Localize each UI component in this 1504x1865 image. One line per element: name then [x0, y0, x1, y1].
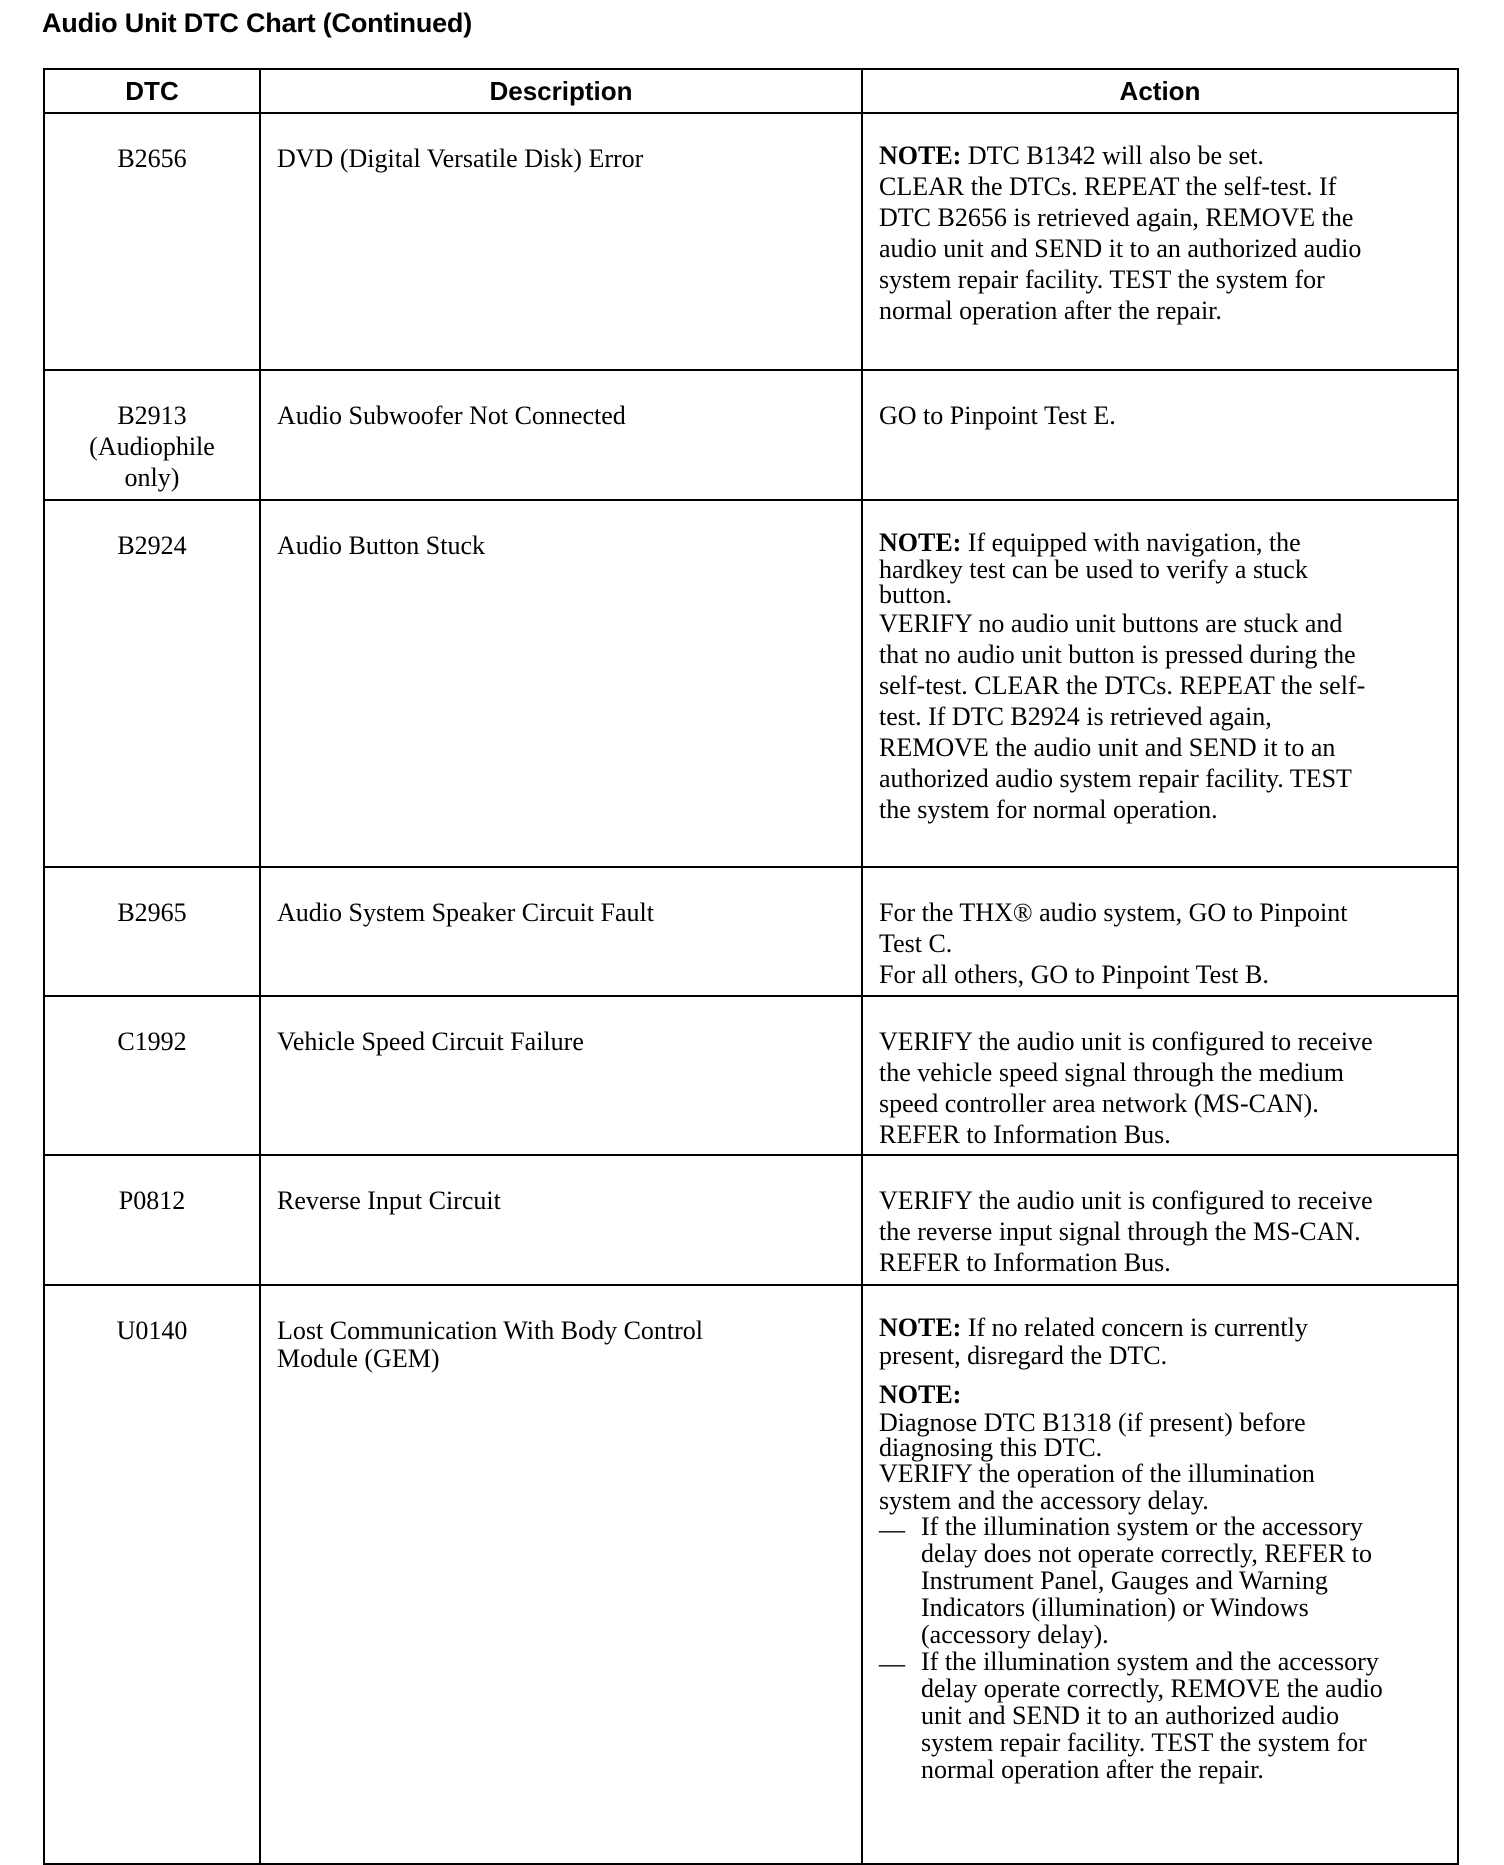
action-line: system repair facility. TEST the system for: [879, 265, 1325, 294]
action-line: VERIFY the audio unit is configured to receive: [879, 1186, 1373, 1215]
note-text: button.: [879, 580, 952, 609]
column-header-description: Description: [260, 69, 862, 113]
bullet-line: normal operation after the repair.: [921, 1755, 1264, 1784]
action-cell: [862, 867, 1458, 996]
description-text: Module (GEM): [277, 1344, 440, 1373]
column-header-action: Action: [862, 69, 1458, 113]
action-line: Diagnose DTC B1318 (if present) before: [879, 1408, 1306, 1437]
dtc-code: B2656: [117, 144, 187, 173]
action-line: REFER to Information Bus.: [879, 1248, 1171, 1277]
action-line: REMOVE the audio unit and SEND it to an: [879, 733, 1336, 762]
dtc-code: B2965: [117, 898, 187, 927]
dtc-qualifier: (Audiophile: [89, 432, 215, 461]
description-cell: [260, 996, 862, 1155]
description-text: Lost Communication With Body Control: [277, 1316, 704, 1345]
table-row: [44, 370, 1458, 500]
bullet-item: [879, 1648, 1441, 1783]
action-cell: [862, 996, 1458, 1155]
bullet-line: If the illumination system and the accessory: [921, 1647, 1379, 1676]
action-line: test. If DTC B2924 is retrieved again,: [879, 702, 1272, 731]
action-cell: [862, 113, 1458, 370]
table-row: [44, 113, 1458, 370]
dtc-qualifier: only): [124, 463, 180, 492]
dtc-cell: [44, 500, 260, 867]
dtc-cell: [44, 996, 260, 1155]
description-text: Reverse Input Circuit: [277, 1186, 501, 1215]
dtc-code: U0140: [116, 1316, 188, 1345]
action-cell: [862, 370, 1458, 500]
bullet-line: system repair facility. TEST the system for: [921, 1728, 1367, 1757]
dtc-cell: [44, 1155, 260, 1285]
note-label: NOTE:: [879, 1313, 962, 1342]
description-cell: [260, 867, 862, 996]
column-header-dtc: DTC: [44, 69, 260, 113]
note-label: [879, 1379, 1441, 1410]
note-label: NOTE:: [879, 1380, 962, 1409]
bullet-line: delay does not operate correctly, REFER to: [921, 1539, 1373, 1568]
action-line: self-test. CLEAR the DTCs. REPEAT the self-: [879, 671, 1366, 700]
note-text: present, disregard the DTC.: [879, 1341, 1168, 1370]
dtc-cell: [44, 1285, 260, 1864]
bullet-line: (accessory delay).: [921, 1620, 1109, 1649]
bullet-line: delay operate correctly, REMOVE the audio: [921, 1674, 1383, 1703]
action-line: the vehicle speed signal through the medium: [879, 1058, 1344, 1087]
description-text: DVD (Digital Versatile Disk) Error: [277, 144, 644, 173]
bullet-item: [879, 1514, 1441, 1648]
dtc-cell: [44, 113, 260, 370]
table-row: [44, 1155, 1458, 1285]
note-text: If equipped with navigation, the: [961, 528, 1301, 557]
note-label: NOTE:: [879, 528, 962, 557]
description-cell: [260, 113, 862, 370]
action-line: VERIFY the operation of the illumination: [879, 1459, 1315, 1488]
action-cell: [862, 1285, 1458, 1864]
action-line: the reverse input signal through the MS-CAN.: [879, 1217, 1361, 1246]
table-row: [44, 996, 1458, 1155]
table-row: [44, 500, 1458, 867]
dtc-code: B2924: [117, 531, 187, 560]
dtc-code: P0812: [118, 1186, 186, 1215]
note-text: If no related concern is currently: [961, 1313, 1308, 1342]
description-cell: [260, 500, 862, 867]
table-header-row: [44, 69, 1458, 113]
action-line: For the THX® audio system, GO to Pinpoint: [879, 898, 1348, 927]
bullet-line: unit and SEND it to an authorized audio: [921, 1701, 1340, 1730]
bullet-line: Instrument Panel, Gauges and Warning: [921, 1566, 1328, 1595]
action-line: VERIFY no audio unit buttons are stuck and: [879, 609, 1343, 638]
dtc-table: [43, 68, 1459, 1865]
description-text: Audio Button Stuck: [277, 531, 486, 560]
action-line: Test C.: [879, 929, 953, 958]
description-text: Audio Subwoofer Not Connected: [277, 401, 626, 430]
dash-icon: —: [879, 1515, 905, 1544]
action-line: that no audio unit button is pressed during the: [879, 640, 1356, 669]
dash-icon: —: [879, 1649, 905, 1678]
note: [879, 527, 1441, 558]
action-line: normal operation after the repair.: [879, 296, 1222, 325]
action-line: speed controller area network (MS-CAN).: [879, 1089, 1319, 1118]
description-text: Audio System Speaker Circuit Fault: [277, 898, 654, 927]
note-label: NOTE:: [879, 141, 962, 170]
action-line: diagnosing this DTC.: [879, 1433, 1103, 1462]
note: [879, 1312, 1441, 1343]
description-cell: [260, 1155, 862, 1285]
action-line: authorized audio system repair facility. TEST: [879, 764, 1352, 793]
dtc-code: C1992: [117, 1027, 187, 1056]
bullet-line: Indicators (illumination) or Windows: [921, 1593, 1309, 1622]
description-cell: [260, 370, 862, 500]
page-title: Audio Unit DTC Chart (Continued): [42, 8, 473, 38]
dtc-cell: [44, 867, 260, 996]
action-line: system and the accessory delay.: [879, 1486, 1209, 1515]
table-row: [44, 867, 1458, 996]
action-line: GO to Pinpoint Test E.: [879, 401, 1116, 430]
description-cell: [260, 1285, 862, 1864]
action-cell: [862, 500, 1458, 867]
action-line: REFER to Information Bus.: [879, 1120, 1171, 1149]
table-row: [44, 1285, 1458, 1864]
action-line: the system for normal operation.: [879, 795, 1218, 824]
note-text: hardkey test can be used to verify a stuck: [879, 555, 1308, 584]
action-line: CLEAR the DTCs. REPEAT the self-test. If: [879, 172, 1337, 201]
dtc-cell: [44, 370, 260, 500]
note: [879, 140, 1441, 171]
bullet-line: If the illumination system or the accessory: [921, 1512, 1363, 1541]
dtc-code: B2913: [117, 401, 187, 430]
action-line: VERIFY the audio unit is configured to receive: [879, 1027, 1373, 1056]
action-line: For all others, GO to Pinpoint Test B.: [879, 960, 1269, 989]
note-text: DTC B1342 will also be set.: [961, 141, 1264, 170]
action-line: audio unit and SEND it to an authorized audio: [879, 234, 1362, 263]
action-line: DTC B2656 is retrieved again, REMOVE the: [879, 203, 1354, 232]
description-text: Vehicle Speed Circuit Failure: [277, 1027, 584, 1056]
action-cell: [862, 1155, 1458, 1285]
